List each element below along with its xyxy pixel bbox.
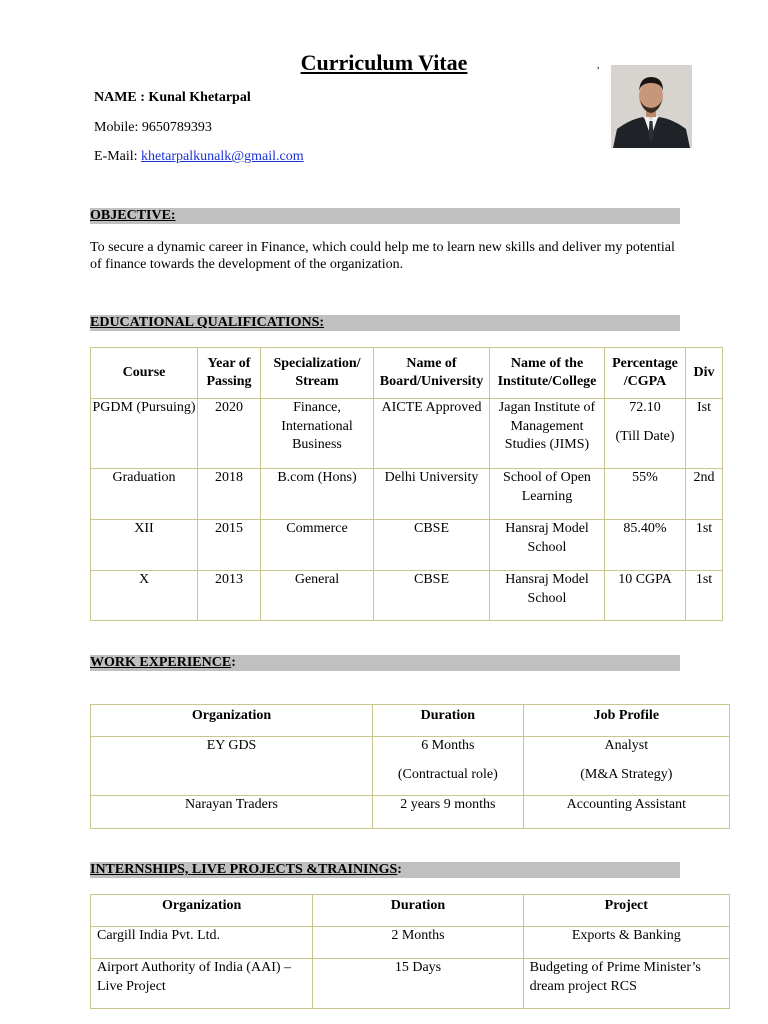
- cell-year: 2015: [198, 520, 261, 571]
- cell-duration: 2 Months: [313, 927, 523, 959]
- cell-stream: B.com (Hons): [261, 469, 374, 520]
- column-header-percentage: Percentage /CGPA: [605, 348, 686, 399]
- work-heading-suffix: :: [231, 655, 236, 670]
- column-header-year: Year of Passing: [198, 348, 261, 399]
- mobile-line: [94, 120, 212, 136]
- table-row: [91, 520, 723, 571]
- cell-stream: Commerce: [261, 520, 374, 571]
- cell-board: Delhi University: [374, 469, 490, 520]
- cell-job-profile: [523, 737, 729, 796]
- table-row: [91, 959, 730, 1009]
- cell-course: PGDM (Pursuing): [91, 399, 198, 469]
- email-line: [94, 149, 304, 165]
- cell-percentage: [605, 399, 686, 469]
- work-header-row: [91, 705, 730, 737]
- cell-duration: [373, 737, 524, 796]
- internships-table: [90, 894, 730, 1009]
- cell-organization: EY GDS: [91, 737, 373, 796]
- cell-year: 2013: [198, 571, 261, 621]
- cell-div: Ist: [686, 399, 723, 469]
- email-label: E-Mail:: [94, 149, 142, 164]
- table-row: [91, 399, 723, 469]
- cell-div: 2nd: [686, 469, 723, 520]
- cell-stream: General: [261, 571, 374, 621]
- tick-mark: ,: [597, 60, 600, 71]
- column-header-institute: Name of the Institute/College: [490, 348, 605, 399]
- cell-organization: Airport Authority of India (AAI) – Live Project: [91, 959, 313, 1009]
- column-header-course: Course: [91, 348, 198, 399]
- education-heading: [90, 315, 680, 331]
- education-header-row: [91, 348, 723, 399]
- cell-board: AICTE Approved: [374, 399, 490, 469]
- mobile-number: 9650789393: [141, 120, 212, 135]
- internships-heading: [90, 862, 680, 878]
- table-row: [91, 571, 723, 621]
- internships-heading-suffix: :: [397, 862, 402, 877]
- education-heading-text: EDUCATIONAL QUALIFICATIONS:: [90, 315, 325, 330]
- objective-text: To secure a dynamic career in Finance, which could help me to learn new skills and deliver my potential of finance towards the development of the organization.: [90, 240, 675, 272]
- work-heading: [90, 655, 680, 671]
- internships-header-row: [91, 895, 730, 927]
- objective-heading: [90, 208, 680, 224]
- name-line: NAME : Kunal Khetarpal: [94, 90, 251, 105]
- email-link[interactable]: khetarpalkunalk@gmail.com: [141, 149, 304, 164]
- cell-institute: Hansraj Model School: [490, 571, 605, 621]
- duration-value: 6 Months: [421, 738, 475, 753]
- column-header-board: Name of Board/University: [374, 348, 490, 399]
- cell-year: 2018: [198, 469, 261, 520]
- cell-percentage: 10 CGPA: [605, 571, 686, 621]
- cell-board: CBSE: [374, 571, 490, 621]
- objective-heading-text: OBJECTIVE:: [90, 208, 176, 223]
- column-header-project: Project: [523, 895, 729, 927]
- column-header-organization: Organization: [91, 705, 373, 737]
- profile-note: (M&A Strategy): [580, 766, 673, 782]
- cell-course: XII: [91, 520, 198, 571]
- work-table: [90, 704, 730, 829]
- profile-photo: [611, 65, 692, 148]
- profile-value: Analyst: [604, 738, 649, 753]
- page-title: Curriculum Vitae: [300, 50, 468, 75]
- cell-course: X: [91, 571, 198, 621]
- cell-institute: Jagan Institute of Management Studies (JIMS): [490, 399, 605, 469]
- cell-project: Budgeting of Prime Minister’s dream project RCS: [523, 959, 729, 1009]
- table-row: [91, 927, 730, 959]
- percentage-note: (Till Date): [615, 428, 675, 444]
- cell-course: Graduation: [91, 469, 198, 520]
- cell-duration: 15 Days: [313, 959, 523, 1009]
- column-header-div: Div: [686, 348, 723, 399]
- cell-div: 1st: [686, 571, 723, 621]
- column-header-duration: Duration: [373, 705, 524, 737]
- table-row: [91, 469, 723, 520]
- internships-heading-text: INTERNSHIPS, LIVE PROJECTS &TRAININGS: [90, 862, 398, 877]
- cell-organization: Cargill India Pvt. Ltd.: [91, 927, 313, 959]
- duration-note: (Contractual role): [397, 766, 498, 782]
- cell-project: Exports & Banking: [523, 927, 729, 959]
- cell-percentage: 85.40%: [605, 520, 686, 571]
- table-row: [91, 796, 730, 829]
- table-row: [91, 737, 730, 796]
- work-heading-text: WORK EXPERIENCE: [90, 655, 232, 670]
- column-header-organization: Organization: [91, 895, 313, 927]
- cell-percentage: 55%: [605, 469, 686, 520]
- cell-board: CBSE: [374, 520, 490, 571]
- column-header-duration: Duration: [313, 895, 523, 927]
- percentage-value: 72.10: [629, 400, 661, 415]
- education-table: [90, 347, 723, 621]
- column-header-job-profile: Job Profile: [523, 705, 729, 737]
- cell-job-profile: Accounting Assistant: [523, 796, 729, 829]
- column-header-stream: Specialization/ Stream: [261, 348, 374, 399]
- cell-duration: 2 years 9 months: [373, 796, 524, 829]
- mobile-label: Mobile:: [94, 120, 142, 135]
- cell-year: 2020: [198, 399, 261, 469]
- cell-stream: Finance, International Business: [261, 399, 374, 469]
- cell-organization: Narayan Traders: [91, 796, 373, 829]
- cell-institute: School of Open Learning: [490, 469, 605, 520]
- cell-div: 1st: [686, 520, 723, 571]
- cell-institute: Hansraj Model School: [490, 520, 605, 571]
